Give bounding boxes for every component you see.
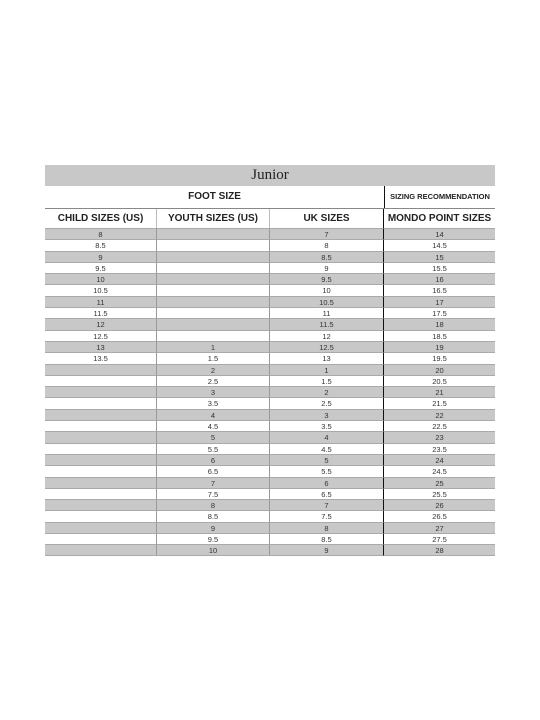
cell-uk-size: 3 <box>270 409 384 420</box>
cell-youth-size: 10 <box>157 544 270 555</box>
cell-uk-size: 8.5 <box>270 533 384 544</box>
table-row <box>45 228 495 239</box>
table-row <box>45 386 495 397</box>
sizing-recommendation-group-label: SIZING RECOMMENDATION <box>390 192 490 201</box>
cell-youth-size: 8.5 <box>157 510 270 521</box>
table-body <box>45 228 495 556</box>
table-row <box>45 307 495 318</box>
cell-youth-size: 7.5 <box>157 488 270 499</box>
cell-child-size <box>45 454 157 465</box>
table-row <box>45 533 495 544</box>
table-row <box>45 409 495 420</box>
group-header-row <box>45 186 495 209</box>
cell-child-size: 12.5 <box>45 330 157 341</box>
cell-mondo-point-size: 18.5 <box>384 330 495 341</box>
size-chart <box>45 165 495 556</box>
cell-child-size <box>45 397 157 408</box>
cell-youth-size: 1 <box>157 341 270 352</box>
cell-youth-size: 1.5 <box>157 352 270 363</box>
cell-uk-size: 2.5 <box>270 397 384 408</box>
table-row <box>45 454 495 465</box>
cell-uk-size: 8.5 <box>270 251 384 262</box>
cell-youth-size: 4.5 <box>157 420 270 431</box>
cell-uk-size: 4.5 <box>270 443 384 454</box>
cell-mondo-point-size: 14 <box>384 228 495 239</box>
cell-mondo-point-size: 28 <box>384 544 495 555</box>
cell-uk-size: 7 <box>270 228 384 239</box>
table-row <box>45 499 495 510</box>
table-row <box>45 397 495 408</box>
cell-youth-size: 3.5 <box>157 397 270 408</box>
cell-child-size <box>45 522 157 533</box>
table-row <box>45 239 495 250</box>
cell-child-size: 11 <box>45 296 157 307</box>
cell-youth-size: 6.5 <box>157 465 270 476</box>
cell-uk-size: 7 <box>270 499 384 510</box>
cell-uk-size: 5 <box>270 454 384 465</box>
cell-mondo-point-size: 25.5 <box>384 488 495 499</box>
cell-mondo-point-size: 20.5 <box>384 375 495 386</box>
cell-mondo-point-size: 19 <box>384 341 495 352</box>
cell-mondo-point-size: 23.5 <box>384 443 495 454</box>
table-row <box>45 375 495 386</box>
cell-youth-size: 9 <box>157 522 270 533</box>
table-row <box>45 330 495 341</box>
table-row <box>45 510 495 521</box>
table-row <box>45 318 495 329</box>
table-row <box>45 341 495 352</box>
cell-child-size <box>45 477 157 488</box>
cell-youth-size: 2 <box>157 364 270 375</box>
table-row <box>45 544 495 555</box>
cell-uk-size: 12 <box>270 330 384 341</box>
cell-child-size: 10.5 <box>45 284 157 295</box>
foot-size-group-label: FOOT SIZE <box>45 186 385 208</box>
cell-mondo-point-size: 18 <box>384 318 495 329</box>
cell-mondo-point-size: 24.5 <box>384 465 495 476</box>
cell-youth-size: 5.5 <box>157 443 270 454</box>
cell-uk-size: 10 <box>270 284 384 295</box>
cell-youth-size: 5 <box>157 431 270 442</box>
cell-uk-size: 11.5 <box>270 318 384 329</box>
cell-child-size <box>45 386 157 397</box>
cell-mondo-point-size: 27 <box>384 522 495 533</box>
cell-youth-size: 6 <box>157 454 270 465</box>
cell-youth-size <box>157 262 270 273</box>
table-row <box>45 522 495 533</box>
table-row <box>45 251 495 262</box>
cell-uk-size: 8 <box>270 522 384 533</box>
cell-mondo-point-size: 26.5 <box>384 510 495 521</box>
cell-mondo-point-size: 14.5 <box>384 239 495 250</box>
cell-mondo-point-size: 16.5 <box>384 284 495 295</box>
cell-youth-size: 8 <box>157 499 270 510</box>
cell-child-size <box>45 533 157 544</box>
cell-child-size: 12 <box>45 318 157 329</box>
header-youth-sizes: YOUTH SIZES (US) <box>157 209 270 228</box>
cell-youth-size <box>157 284 270 295</box>
header-mondo-point-sizes: MONDO POINT SIZES <box>387 213 492 224</box>
header-uk-sizes: UK SIZES <box>270 209 384 228</box>
cell-uk-size: 2 <box>270 386 384 397</box>
table-row <box>45 465 495 476</box>
header-child-sizes: CHILD SIZES (US) <box>45 209 157 228</box>
cell-youth-size <box>157 330 270 341</box>
cell-uk-size: 8 <box>270 239 384 250</box>
cell-mondo-point-size: 25 <box>384 477 495 488</box>
cell-mondo-point-size: 21.5 <box>384 397 495 408</box>
cell-uk-size: 6.5 <box>270 488 384 499</box>
table-row <box>45 296 495 307</box>
cell-youth-size: 3 <box>157 386 270 397</box>
cell-mondo-point-size: 20 <box>384 364 495 375</box>
cell-child-size <box>45 510 157 521</box>
cell-mondo-point-size: 16 <box>384 273 495 284</box>
cell-child-size: 13.5 <box>45 352 157 363</box>
cell-mondo-point-size: 27.5 <box>384 533 495 544</box>
cell-child-size: 8.5 <box>45 239 157 250</box>
cell-mondo-point-size: 17 <box>384 296 495 307</box>
cell-child-size <box>45 465 157 476</box>
table-row <box>45 488 495 499</box>
table-row <box>45 273 495 284</box>
cell-uk-size: 10.5 <box>270 296 384 307</box>
cell-youth-size: 2.5 <box>157 375 270 386</box>
cell-uk-size: 1.5 <box>270 375 384 386</box>
table-row <box>45 352 495 363</box>
cell-mondo-point-size: 24 <box>384 454 495 465</box>
table-row <box>45 262 495 273</box>
cell-uk-size: 1 <box>270 364 384 375</box>
column-header-row <box>45 209 495 228</box>
cell-uk-size: 7.5 <box>270 510 384 521</box>
cell-youth-size <box>157 239 270 250</box>
cell-uk-size: 5.5 <box>270 465 384 476</box>
table-row <box>45 284 495 295</box>
cell-youth-size <box>157 273 270 284</box>
table-row <box>45 364 495 375</box>
cell-child-size: 8 <box>45 228 157 239</box>
cell-youth-size <box>157 307 270 318</box>
cell-child-size <box>45 420 157 431</box>
cell-child-size <box>45 499 157 510</box>
cell-child-size <box>45 431 157 442</box>
cell-mondo-point-size: 22 <box>384 409 495 420</box>
cell-child-size <box>45 375 157 386</box>
cell-child-size <box>45 364 157 375</box>
cell-uk-size: 12.5 <box>270 341 384 352</box>
cell-youth-size: 9.5 <box>157 533 270 544</box>
cell-uk-size: 6 <box>270 477 384 488</box>
cell-uk-size: 13 <box>270 352 384 363</box>
table-row <box>45 420 495 431</box>
table-row <box>45 431 495 442</box>
cell-mondo-point-size: 23 <box>384 431 495 442</box>
cell-uk-size: 3.5 <box>270 420 384 431</box>
cell-uk-size: 4 <box>270 431 384 442</box>
table-row <box>45 443 495 454</box>
cell-child-size: 9.5 <box>45 262 157 273</box>
cell-mondo-point-size: 26 <box>384 499 495 510</box>
cell-uk-size: 9 <box>270 544 384 555</box>
cell-youth-size: 7 <box>157 477 270 488</box>
cell-uk-size: 11 <box>270 307 384 318</box>
cell-child-size <box>45 443 157 454</box>
cell-child-size: 11.5 <box>45 307 157 318</box>
cell-youth-size <box>157 251 270 262</box>
cell-child-size: 10 <box>45 273 157 284</box>
cell-child-size <box>45 488 157 499</box>
cell-uk-size: 9.5 <box>270 273 384 284</box>
cell-mondo-point-size: 17.5 <box>384 307 495 318</box>
cell-mondo-point-size: 21 <box>384 386 495 397</box>
cell-child-size: 9 <box>45 251 157 262</box>
cell-child-size: 13 <box>45 341 157 352</box>
cell-child-size <box>45 544 157 555</box>
cell-mondo-point-size: 15 <box>384 251 495 262</box>
cell-mondo-point-size: 15.5 <box>384 262 495 273</box>
chart-title: Junior <box>45 165 495 186</box>
cell-mondo-point-size: 22.5 <box>384 420 495 431</box>
table-row <box>45 477 495 488</box>
cell-youth-size: 4 <box>157 409 270 420</box>
cell-youth-size <box>157 228 270 239</box>
cell-child-size <box>45 409 157 420</box>
cell-uk-size: 9 <box>270 262 384 273</box>
cell-mondo-point-size: 19.5 <box>384 352 495 363</box>
cell-youth-size <box>157 296 270 307</box>
cell-youth-size <box>157 318 270 329</box>
